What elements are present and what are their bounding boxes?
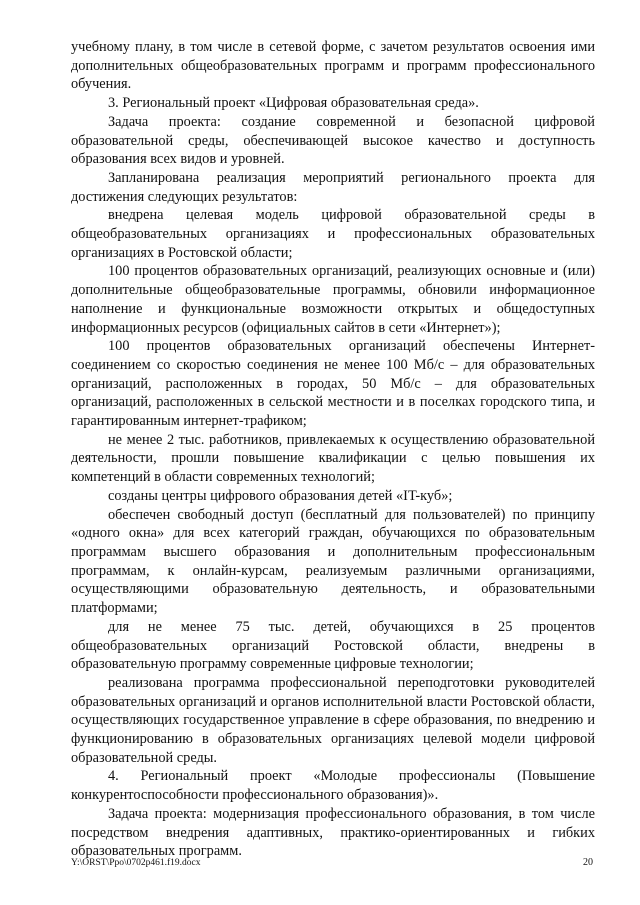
paragraph-result-target-model: внедрена целевая модель цифровой образовательной среды в общеобразовательных организациях и профессиональных образовательных организациях в Ростовской области;: [71, 207, 595, 261]
paragraph-planned-results: Запланирована реализация мероприятий регионального проекта для достижения следующих результатов:: [71, 169, 595, 205]
paragraph-result-retraining: реализована программа профессиональной переподготовки руководителей образовательных организаций и органов исполнительной власти Ростовской области, осуществляющих государственное управление в сфере образования, по внедрению и функционированию в образовательных организациях целевой модели цифровой образовательной среды.: [71, 674, 595, 766]
paragraph-project-3-task: Задача проекта: создание современной и безопасной цифровой образовательной среды, обеспечивающей высокое качество и доступность образования всех видов и уровней.: [71, 113, 595, 168]
paragraph-project-4-task: Задача проекта: модернизация профессионального образования, в том числе посредством внедрения адаптивных, практико-ориентированных и гибких образовательных программ.: [71, 805, 595, 860]
footer-page-number: 20: [583, 857, 593, 868]
paragraph-result-it-cube: созданы центры цифрового образования детей «IT-куб»;: [108, 487, 453, 504]
footer-file-path: Y:\ORST\Ppo\0702p461.f19.docx: [71, 858, 201, 868]
paragraph-result-websites: 100 процентов образовательных организаций, реализующих основные и (или) дополнительные общеобразовательные программы, обновили информационное наполнение и функциональные возможности открытых и общедоступных информационных ресурсов (официальных сайтов в сети «Интернет»);: [71, 263, 595, 336]
paragraph-project-4-heading: 4. Региональный проект «Молодые профессионалы (Повышение конкурентоспособности профессионального образования)».: [71, 768, 595, 804]
paragraph-result-internet: 100 процентов образовательных организаций обеспечены Интернет-соединением со скоростью соединения не менее 100 Мб/с – для образовательных организаций, расположенных в городах, 50 Мб/с – для образовательных организаций, расположенных в сельской местности и в поселках городского типа, и гарантированным интернет-трафиком;: [71, 338, 595, 430]
paragraph-project-3-heading: 3. Региональный проект «Цифровая образовательная среда».: [108, 95, 479, 112]
document-body: [71, 38, 595, 861]
paragraph-result-digital-tech: для не менее 75 тыс. детей, обучающихся в 25 процентов общеобразовательных организаций Ростовской области, внедрены в образовательную программу современные цифровые технологии;: [71, 618, 595, 673]
paragraph-result-qualification: не менее 2 тыс. работников, привлекаемых к осуществлению образовательной деятельности, прошли повышение квалификации с целью повышения их компетенций в области современных технологий;: [71, 431, 595, 486]
paragraph-result-online-courses: обеспечен свободный доступ (бесплатный для пользователей) по принципу «одного окна» для всех категорий граждан, обучающихся по образовательным программам высшего образования и дополнительным профессиональным программам, к онлайн-курсам, реализуемым различными организациями, осуществляющими образовательную деятельность, и образовательными платформами;: [71, 506, 595, 617]
paragraph-continuation: учебному плану, в том числе в сетевой форме, с зачетом результатов освоения ими дополнительных общеобразовательных программ и программ профессионального обучения.: [71, 39, 595, 93]
